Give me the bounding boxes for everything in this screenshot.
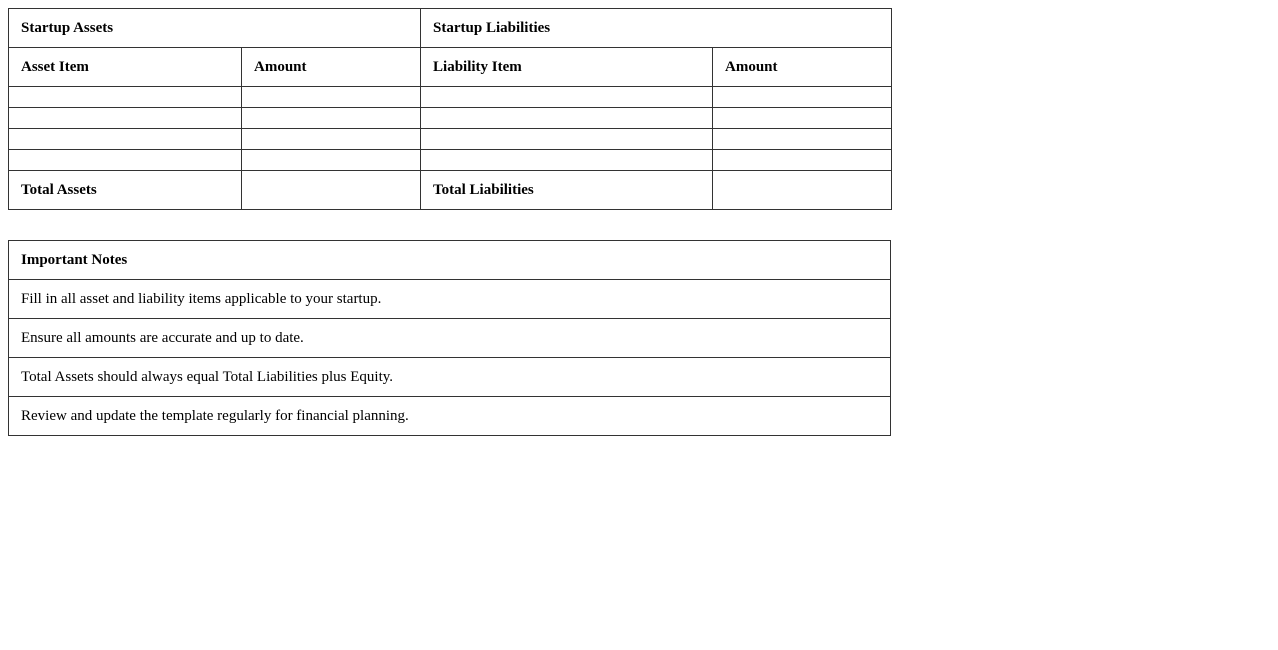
list-item: [9, 319, 891, 358]
asset-item-header: Asset Item: [9, 48, 242, 87]
assets-title: Startup Assets: [9, 9, 421, 48]
table-row: [9, 87, 892, 108]
list-item: [9, 358, 891, 397]
notes-title-row: [9, 241, 891, 280]
totals-row: [9, 171, 892, 210]
notes-table: [8, 240, 891, 436]
total-assets-label: Total Assets: [9, 171, 242, 210]
note-text: Ensure all amounts are accurate and up to date.: [9, 319, 891, 358]
total-assets-value[interactable]: [242, 171, 421, 210]
liability-amount-cell[interactable]: [713, 108, 892, 129]
table-row: [9, 108, 892, 129]
total-liabilities-label: Total Liabilities: [421, 171, 713, 210]
liability-item-header: Liability Item: [421, 48, 713, 87]
table-row: [9, 150, 892, 171]
note-text: Review and update the template regularly for financial planning.: [9, 397, 891, 436]
asset-amount-cell[interactable]: [242, 108, 421, 129]
column-header-row: [9, 48, 892, 87]
liabilities-title: Startup Liabilities: [421, 9, 892, 48]
section-title-row: [9, 9, 892, 48]
asset-amount-header: Amount: [242, 48, 421, 87]
asset-amount-cell[interactable]: [242, 129, 421, 150]
liability-item-cell[interactable]: [421, 150, 713, 171]
balance-sheet-table: [8, 8, 892, 210]
asset-item-cell[interactable]: [9, 150, 242, 171]
note-text: Total Assets should always equal Total Liabilities plus Equity.: [9, 358, 891, 397]
liability-item-cell[interactable]: [421, 108, 713, 129]
asset-item-cell[interactable]: [9, 108, 242, 129]
liability-item-cell[interactable]: [421, 129, 713, 150]
liability-amount-cell[interactable]: [713, 150, 892, 171]
liability-amount-cell[interactable]: [713, 87, 892, 108]
liability-amount-header: Amount: [713, 48, 892, 87]
liability-amount-cell[interactable]: [713, 129, 892, 150]
asset-amount-cell[interactable]: [242, 87, 421, 108]
note-text: Fill in all asset and liability items applicable to your startup.: [9, 280, 891, 319]
asset-amount-cell[interactable]: [242, 150, 421, 171]
notes-title: Important Notes: [9, 241, 891, 280]
list-item: [9, 397, 891, 436]
list-item: [9, 280, 891, 319]
liability-item-cell[interactable]: [421, 87, 713, 108]
table-row: [9, 129, 892, 150]
total-liabilities-value[interactable]: [713, 171, 892, 210]
asset-item-cell[interactable]: [9, 87, 242, 108]
asset-item-cell[interactable]: [9, 129, 242, 150]
